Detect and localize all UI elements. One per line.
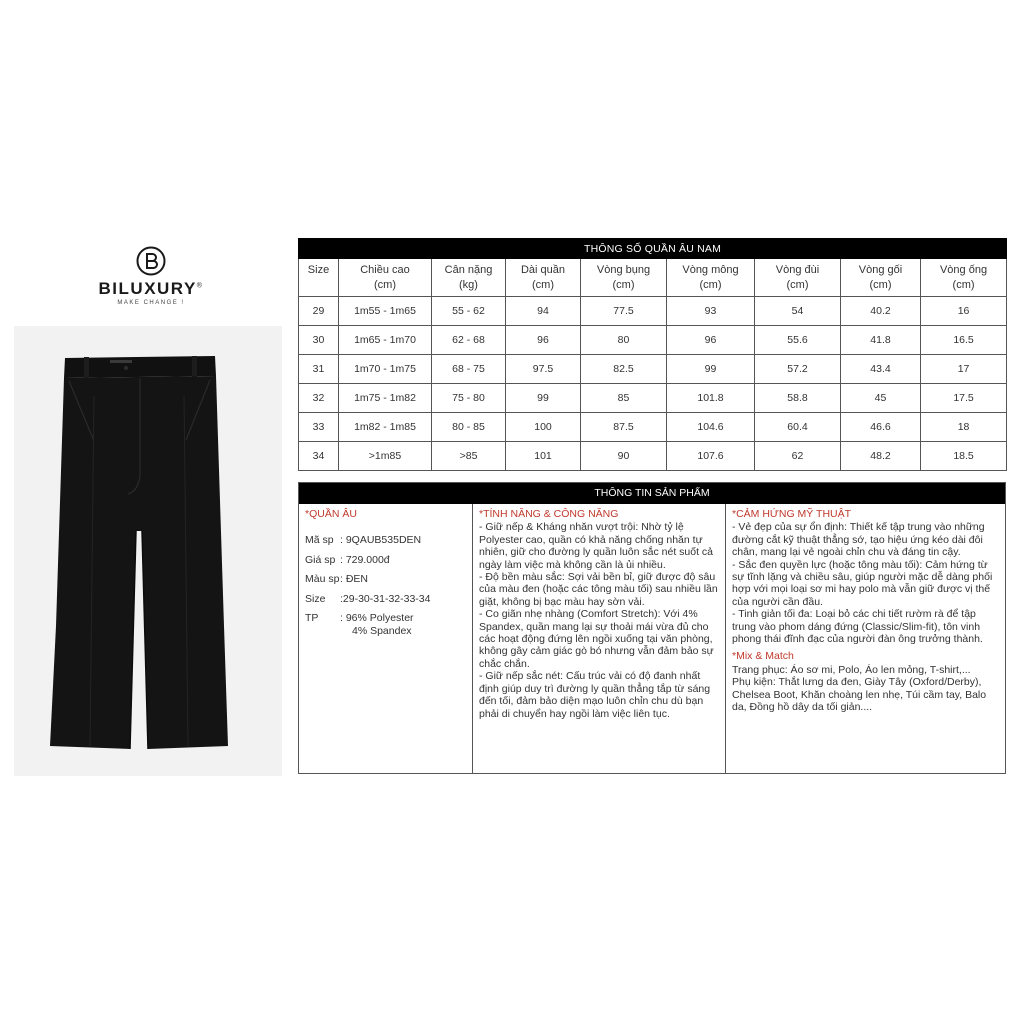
size-chart-cell: 77.5 [581,297,667,326]
aesthetic-item: - Vẻ đẹp của sự ổn định: Thiết kế tập trung vào những đường cắt kỹ thuật thẳng sớ, tạo hiệu ứng kéo dài đôi chân, mang lại vẻ ngoài chỉn chu và đáng tin cậy. [732,521,985,559]
size-chart-cell: 33 [299,413,339,442]
size-chart-row [299,355,1007,384]
spec-label: Mã sp [305,534,334,547]
header-unit: (cm) [869,279,892,291]
size-chart-cell: 85 [581,384,667,413]
feature-item: - Co giãn nhẹ nhàng (Comfort Stretch): Với 4% Spandex, quần mang lại sự thoải mái vừa đủ cho các hoạt động đứng lên ngồi xuống tại văn phòng, không gây cảm giác gò bó nhưng vẫn đảm bảo sự chắc chắn. [479,608,714,670]
size-chart-title: THÔNG SỐ QUẦN ÂU NAM [299,239,1007,259]
size-chart-table [298,238,1007,471]
size-chart-cell: 34 [299,442,339,471]
size-chart-cell: 18.5 [921,442,1007,471]
size-chart-cell: 100 [506,413,581,442]
size-chart-cell: >85 [432,442,506,471]
size-chart-cell: 57.2 [755,355,841,384]
size-chart-cell: 101 [506,442,581,471]
size-chart-cell: 31 [299,355,339,384]
header-unit: (cm) [786,279,809,291]
header-label: Size [307,264,330,276]
header-label: Dài quần [520,264,566,276]
header-label: Vòng mông [682,264,739,276]
size-chart-cell: 68 - 75 [432,355,506,384]
size-chart-cell: 58.8 [755,384,841,413]
size-chart-cell: 48.2 [841,442,921,471]
header-unit: (cm) [699,279,722,291]
spec-value: : 96% Polyester [340,612,414,625]
size-chart-cell: 90 [581,442,667,471]
trousers-illustration [14,326,282,776]
feature-item: - Độ bền màu sắc: Sợi vải bền bỉ, giữ được độ sâu của màu đen (hoặc các tông màu tối) sau nhiều lần giặt, không bị bạc màu hay sờn vải. [479,571,718,608]
size-chart-row [299,326,1007,355]
size-chart-cell: 94 [506,297,581,326]
size-chart-cell: 40.2 [841,297,921,326]
size-chart-row [299,442,1007,471]
size-chart-body [299,297,1007,471]
size-chart-header-row [299,259,1007,297]
size-chart-cell: 99 [667,355,755,384]
composition-extra: 4% Spandex [352,625,412,638]
brand-tagline: MAKE CHANGE ! [117,300,185,306]
spec-label: TP [305,612,319,625]
spec-row [305,612,466,624]
size-chart-cell: 1m70 - 1m75 [339,355,432,384]
size-chart-cell: 54 [755,297,841,326]
size-chart-cell: >1m85 [339,442,432,471]
header-unit: (cm) [612,279,635,291]
size-chart-cell: 80 - 85 [432,413,506,442]
size-chart-header-cell [667,259,755,297]
size-chart-cell: 99 [506,384,581,413]
size-chart-cell: 41.8 [841,326,921,355]
size-chart-row [299,413,1007,442]
aesthetic-item: - Tinh giản tối đa: Loại bỏ các chi tiết rườm rà để tập trung vào phom dáng đứng (Classic/Slim-fit), tôn vinh phong thái đĩnh đạc của người đàn ông trưởng thành. [732,608,983,646]
size-chart-cell: 87.5 [581,413,667,442]
product-heading: *QUẦN ÂU [305,508,357,520]
header-label: Vòng ống [939,264,988,276]
size-chart-cell: 97.5 [506,355,581,384]
size-chart-cell: 82.5 [581,355,667,384]
size-chart-header-cell [841,259,921,297]
feature-item: - Giữ nếp & Kháng nhăn vượt trội: Nhờ tỷ lệ Polyester cao, quần có khả năng chống nhăn tự nhiên, giữ cho đường ly quần luôn sắc nét suốt cả ngày làm việc mà không cần là ủi nhiều. [479,521,714,571]
size-chart-cell: 101.8 [667,384,755,413]
size-chart-row [299,384,1007,413]
size-chart-cell: 60.4 [755,413,841,442]
size-chart-header-cell [432,259,506,297]
spec-value: : ĐEN [340,573,369,586]
size-chart-cell: 96 [667,326,755,355]
size-chart-cell: 18 [921,413,1007,442]
size-chart-cell: 1m65 - 1m70 [339,326,432,355]
spec-row [305,554,466,566]
header-unit: (cm) [952,279,975,291]
size-chart-cell: 93 [667,297,755,326]
brand-name: BILUXURY® [98,279,204,298]
size-chart-cell: 62 [755,442,841,471]
size-chart-header-cell [755,259,841,297]
spec-row [305,534,466,546]
product-info-panel [298,482,1006,774]
size-chart-cell: 75 - 80 [432,384,506,413]
aesthetic-list [732,521,999,645]
header-label: Vòng đùi [775,264,820,276]
size-chart-cell: 30 [299,326,339,355]
size-chart-cell: 107.6 [667,442,755,471]
size-chart-cell: 17 [921,355,1007,384]
size-chart-cell: 45 [841,384,921,413]
size-chart-row [299,297,1007,326]
size-chart-cell: 46.6 [841,413,921,442]
spec-value: : 729.000đ [340,553,390,566]
size-chart-cell: 55.6 [755,326,841,355]
mix-match-item: Trang phục: Áo sơ mi, Polo, Áo len mỏng, T-shirt,... [732,663,971,676]
size-chart-cell: 55 - 62 [432,297,506,326]
feature-item: - Giữ nếp sắc nét: Cấu trúc vải có độ đanh nhất định giúp duy trì đường ly quần thẳng tắp từ sáng đến tối, đảm bảo diện mạo luôn chỉn chu dù bạn phải di chuyển hay ngồi làm việc liên tục. [479,670,711,720]
brand-monogram-icon [136,246,166,276]
size-chart-cell: 80 [581,326,667,355]
product-specs-column [299,504,473,773]
size-chart-header-cell [506,259,581,297]
product-photo [14,326,282,776]
size-chart-cell: 17.5 [921,384,1007,413]
header-label: Chiều cao [360,264,410,276]
size-chart-header-cell [921,259,1007,297]
spec-label: Giá sp [305,553,336,566]
size-chart-cell: 1m75 - 1m82 [339,384,432,413]
size-chart-cell: 62 - 68 [432,326,506,355]
header-unit: (cm) [374,279,396,291]
size-chart-cell: 29 [299,297,339,326]
header-label: Cân nặng [444,264,493,276]
size-chart-cell: 43.4 [841,355,921,384]
spec-value: : 9QAUB535DEN [340,534,422,547]
features-column [473,504,726,773]
size-chart-header-cell [339,259,432,297]
features-list [479,521,719,720]
mix-match-list [732,664,999,714]
header-label: Vòng gối [858,264,903,276]
size-chart-cell: 32 [299,384,339,413]
features-heading: *TÍNH NĂNG & CÔNG NĂNG [479,508,619,520]
brand-logo [88,246,214,306]
product-info-title: THÔNG TIN SẢN PHẨM [299,483,1005,504]
aesthetic-item: - Sắc đen quyền lực (hoặc tông màu tối): Cảm hứng từ sự tĩnh lặng và chiều sâu, giúp người mặc dễ dàng phối hợp với mọi loại sơ mi hay polo mà vẫn giữ được vị thế của người cần đầu. [732,558,993,608]
size-chart-cell: 16.5 [921,326,1007,355]
size-chart-cell: 1m82 - 1m85 [339,413,432,442]
size-chart-cell: 16 [921,297,1007,326]
size-chart-cell: 104.6 [667,413,755,442]
header-unit: (cm) [532,279,554,291]
size-chart-header-cell [299,259,339,297]
size-chart-cell: 1m55 - 1m65 [339,297,432,326]
spec-row [305,593,466,605]
aesthetic-column [726,504,1005,773]
mix-match-heading: *Mix & Match [732,650,794,663]
header-label: Vòng bụng [596,264,651,276]
aesthetic-heading: *CẢM HỨNG MỸ THUẬT [732,508,852,520]
size-chart-cell: 96 [506,326,581,355]
spec-label: Size [305,592,326,605]
spec-label: Màu sp [305,573,340,586]
spec-value: :29-30-31-32-33-34 [340,592,431,605]
product-spec-list [305,534,466,624]
mix-match-item: Phụ kiện: Thắt lưng da đen, Giày Tây (Oxford/Derby), Chelsea Boot, Khăn choàng len nhẹ, Túi cầm tay, Balo da, Đồng hồ dây da tối giản.... [732,676,987,714]
header-unit: (kg) [459,279,478,291]
spec-row [305,573,466,585]
size-chart-header-cell [581,259,667,297]
